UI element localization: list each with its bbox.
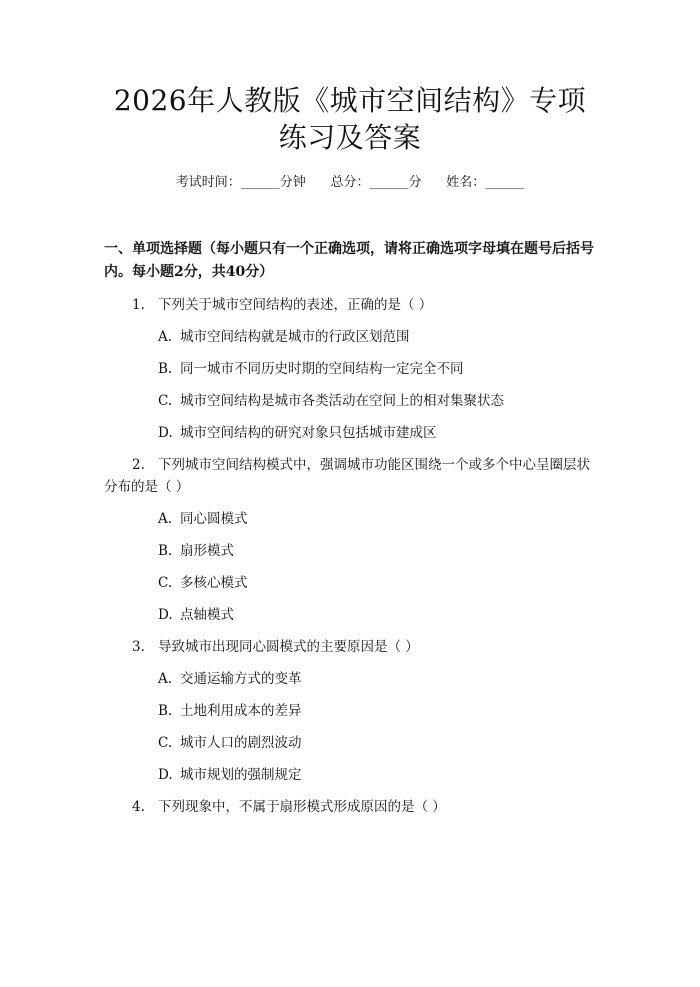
answer-option bbox=[104, 732, 596, 754]
option-text: 城市空间结构就是城市的行政区划范围 bbox=[180, 329, 410, 345]
question-number: 4. bbox=[132, 799, 145, 815]
option-letter: C. bbox=[158, 393, 173, 409]
answer-option bbox=[104, 326, 596, 348]
option-text: 城市规划的强制规定 bbox=[180, 767, 302, 783]
question-number: 3. bbox=[132, 639, 145, 655]
option-letter: A. bbox=[158, 671, 173, 687]
answer-option bbox=[104, 700, 596, 722]
answer-option bbox=[104, 540, 596, 562]
option-text: 交通运输方式的变革 bbox=[180, 671, 302, 687]
question-list bbox=[104, 294, 596, 818]
option-letter: A. bbox=[158, 511, 173, 527]
exam-info-line: 考试时间：______分钟 总分：______分 姓名：______ bbox=[175, 175, 525, 190]
answer-option bbox=[104, 508, 596, 530]
option-letter: B. bbox=[158, 543, 173, 559]
question-stem bbox=[104, 636, 596, 658]
question-stem bbox=[104, 294, 596, 316]
option-letter: D. bbox=[158, 767, 173, 783]
answer-option bbox=[104, 604, 596, 626]
option-letter: D. bbox=[158, 607, 173, 623]
answer-option bbox=[104, 572, 596, 594]
question-stem bbox=[104, 796, 596, 818]
option-text: 多核心模式 bbox=[180, 575, 248, 591]
question-number: 1. bbox=[132, 297, 145, 313]
document-page bbox=[0, 82, 700, 987]
option-letter: B. bbox=[158, 703, 173, 719]
option-letter: C. bbox=[158, 735, 173, 751]
option-text: 城市空间结构的研究对象只包括城市建成区 bbox=[180, 425, 437, 441]
option-text: 扇形模式 bbox=[180, 543, 234, 559]
answer-option bbox=[104, 668, 596, 690]
answer-option bbox=[104, 764, 596, 786]
option-letter: A. bbox=[158, 329, 173, 345]
option-text: 同一城市不同历史时期的空间结构一定完全不同 bbox=[180, 361, 464, 377]
answer-option bbox=[104, 390, 596, 412]
document-title: 2026年人教版《城市空间结构》专项练习及答案 bbox=[113, 84, 587, 154]
answer-option bbox=[104, 422, 596, 444]
question-text: 下列现象中，不属于扇形模式形成原因的是（ ） bbox=[158, 799, 446, 815]
option-text: 同心圆模式 bbox=[180, 511, 248, 527]
section-heading: 一、单项选择题（每小题只有一个正确选项，请将正确选项字母填在题号后括号内。每小题2分，共40分） bbox=[104, 241, 594, 280]
option-text: 土地利用成本的差异 bbox=[180, 703, 302, 719]
option-letter: D. bbox=[158, 425, 173, 441]
question-stem bbox=[104, 454, 596, 498]
question-text: 下列城市空间结构模式中，强调城市功能区围绕一个或多个中心呈圈层状分布的是（ ） bbox=[104, 457, 590, 495]
option-text: 城市人口的剧烈波动 bbox=[180, 735, 302, 751]
answer-option bbox=[104, 358, 596, 380]
question-text: 下列关于城市空间结构的表述，正确的是（ ） bbox=[158, 297, 433, 313]
option-text: 城市空间结构是城市各类活动在空间上的相对集聚状态 bbox=[180, 393, 504, 409]
option-text: 点轴模式 bbox=[180, 607, 234, 623]
question-text: 导致城市出现同心圆模式的主要原因是（ ） bbox=[158, 639, 419, 655]
option-letter: B. bbox=[158, 361, 173, 377]
option-letter: C. bbox=[158, 575, 173, 591]
question-number: 2. bbox=[132, 457, 145, 473]
